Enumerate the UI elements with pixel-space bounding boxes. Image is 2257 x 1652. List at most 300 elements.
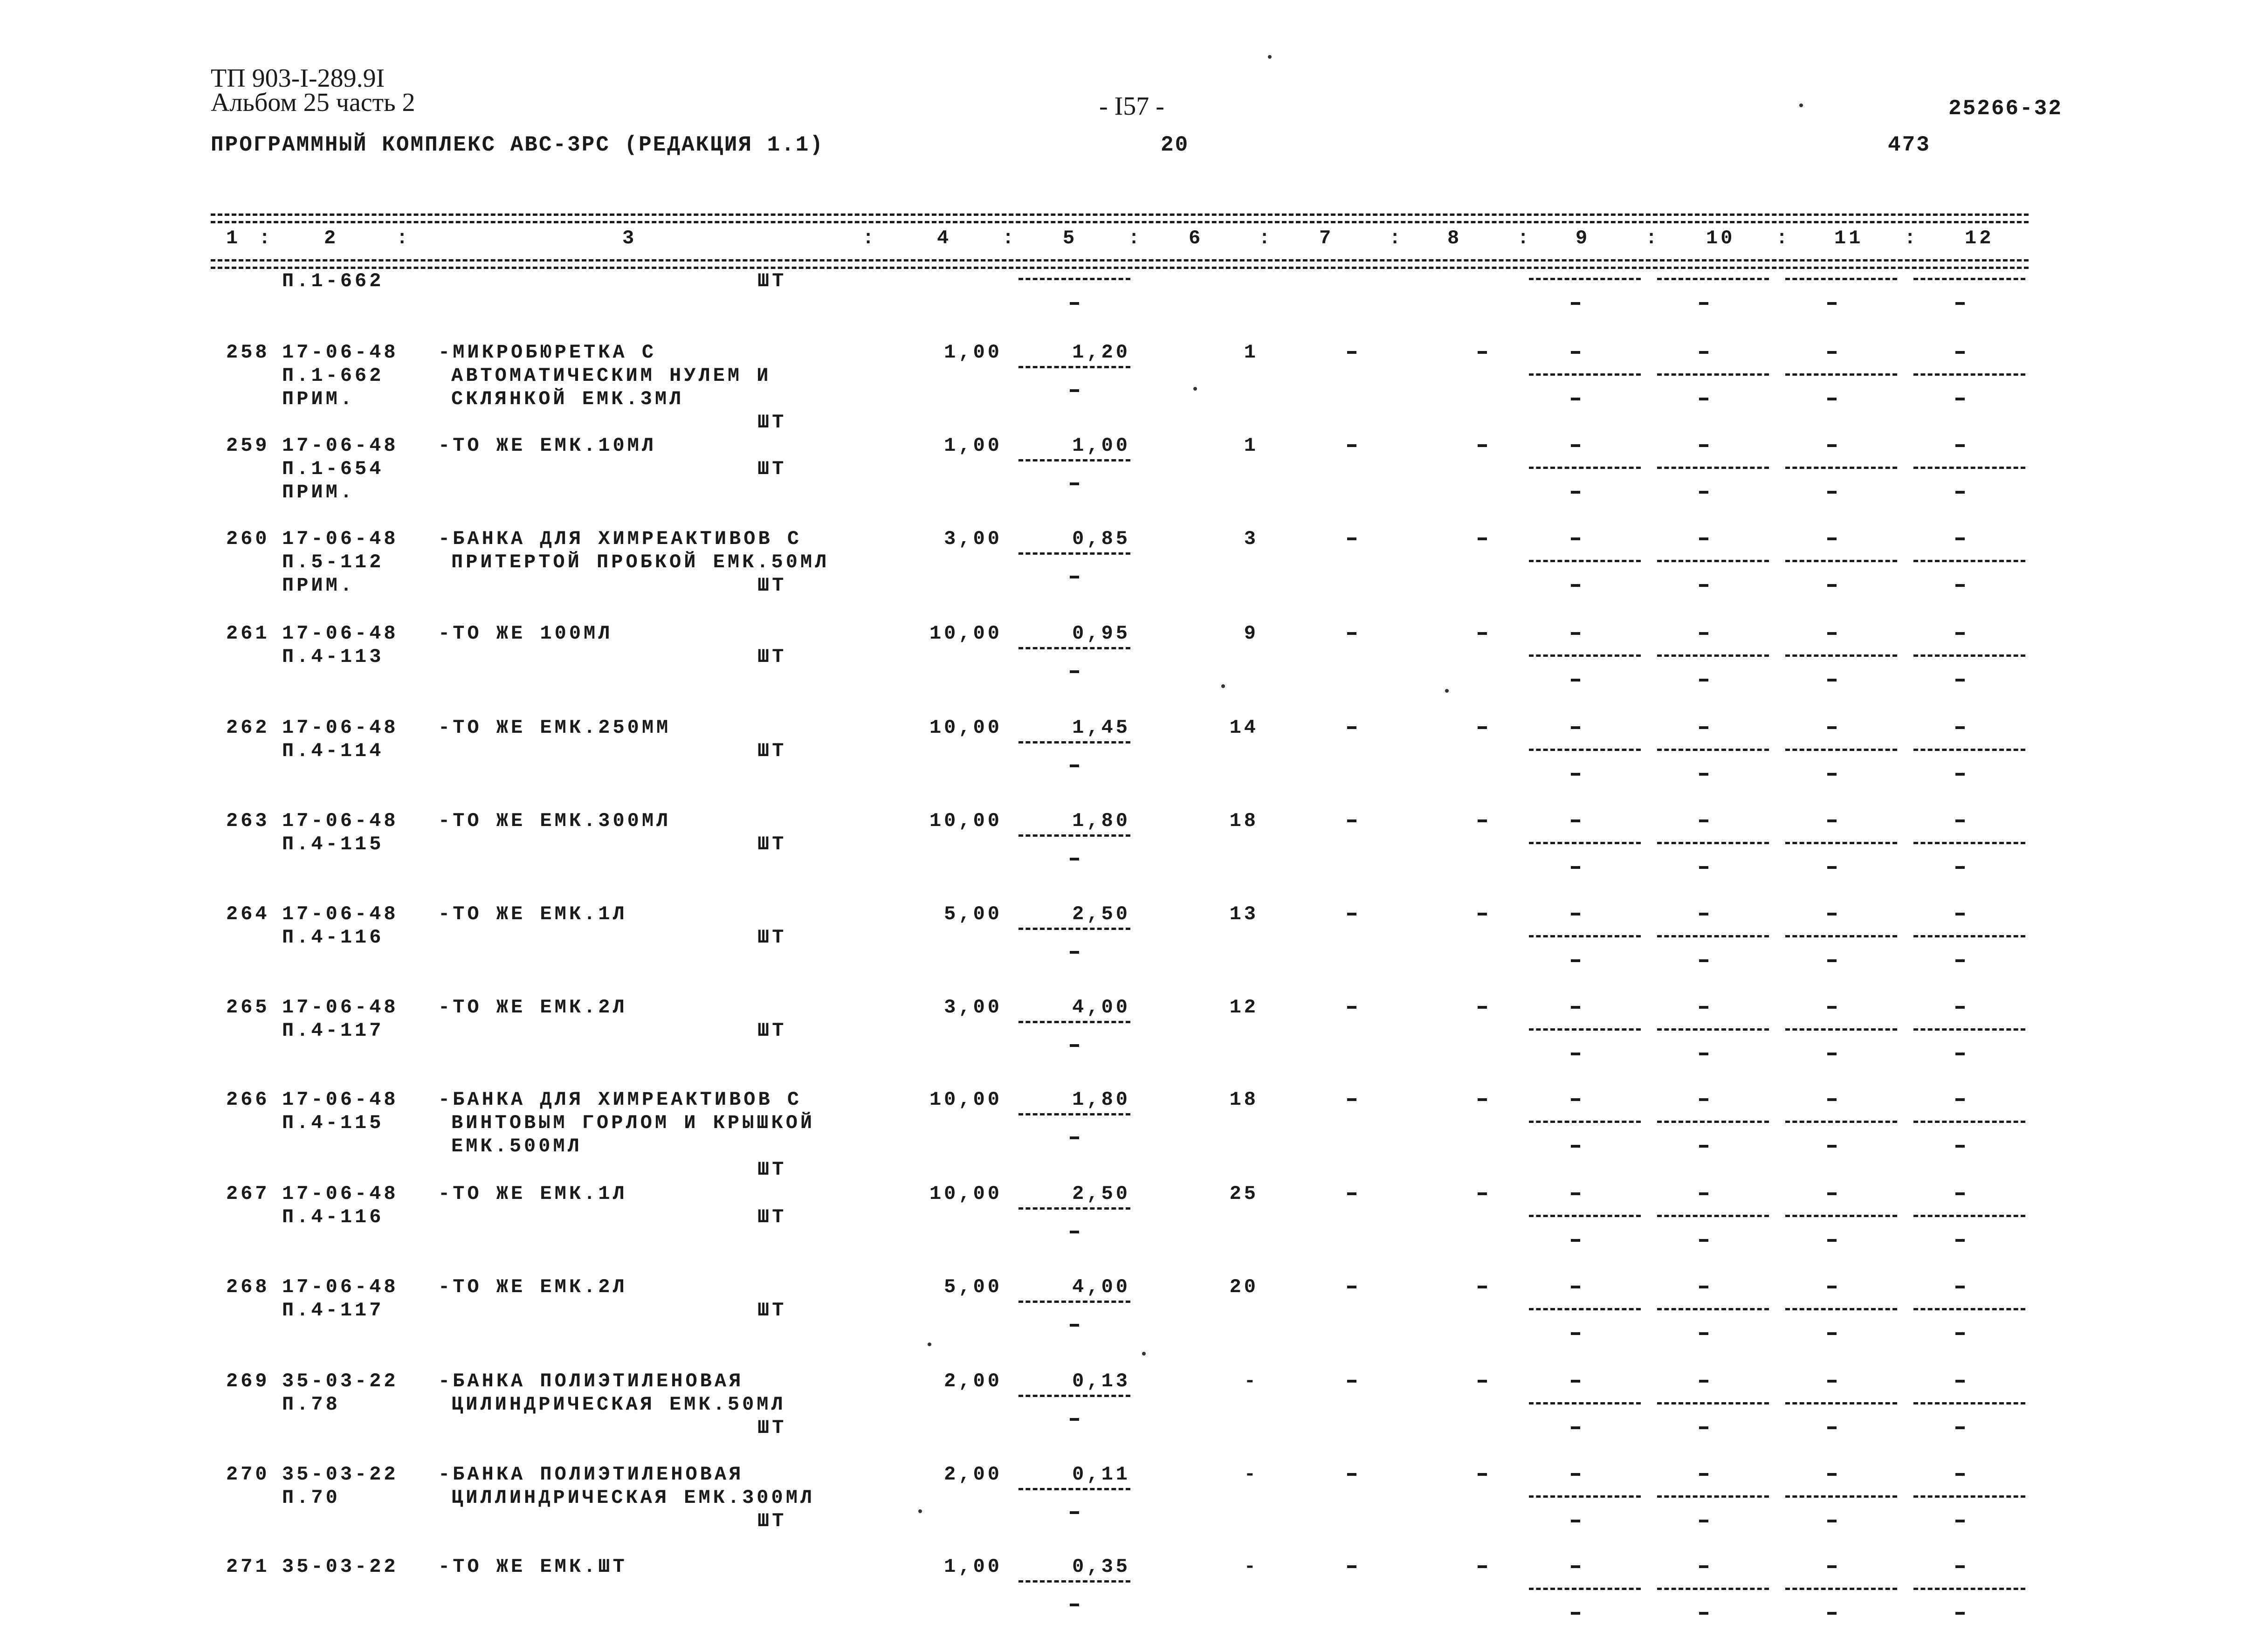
- row-description: ЦИЛИНДРИЧЕСКАЯ ЕМК.50МЛ: [451, 1393, 786, 1416]
- row-price-tick: [1070, 1511, 1079, 1514]
- row-split-rule-12: [1913, 467, 2025, 469]
- row-split-top-12: [1955, 1098, 1965, 1101]
- row-split-bottom-9: [1571, 1332, 1580, 1335]
- row-split-rule-11: [1785, 1495, 1897, 1498]
- row-price-tick: [1070, 764, 1079, 767]
- row-split-top-11: [1827, 1192, 1837, 1195]
- carry-over-bottom-12: [1955, 302, 1965, 305]
- row-description: -БАНКА ПОЛИЭТИЛЕНОВАЯ: [438, 1370, 744, 1392]
- row-reference: П.4-115: [282, 1112, 384, 1134]
- row-split-top-11: [1827, 537, 1837, 540]
- row-split-top-9: [1571, 819, 1580, 822]
- row-split-rule-10: [1657, 1588, 1769, 1590]
- row-description: -БАНКА ПОЛИЭТИЛЕНОВАЯ: [438, 1463, 744, 1486]
- row-split-bottom-10: [1699, 1520, 1708, 1522]
- column-header-3: 3: [622, 227, 637, 249]
- row-split-rule-9: [1529, 749, 1641, 751]
- row-code: 17-06-48: [282, 434, 399, 457]
- row-code: 17-06-48: [282, 1088, 399, 1111]
- row-description: -ТО ЖЕ ЕМК.ШТ: [438, 1556, 627, 1578]
- row-number: 259: [226, 434, 270, 457]
- row-reference: П.70: [282, 1487, 340, 1509]
- row-split-rule-12: [1913, 373, 2025, 376]
- row-description: -ТО ЖЕ ЕМК.1Л: [438, 1183, 627, 1205]
- row-split-bottom-11: [1827, 584, 1837, 587]
- row-reference: П.4-116: [282, 1206, 384, 1228]
- row-col8-dash: [1478, 537, 1487, 540]
- column-header-1: 1: [226, 227, 241, 249]
- row-split-bottom-12: [1955, 1332, 1965, 1335]
- row-description: -ТО ЖЕ ЕМК.2Л: [438, 1276, 627, 1298]
- row-price-rule: [1018, 647, 1130, 649]
- row-split-bottom-9: [1571, 679, 1580, 681]
- row-split-rule-11: [1785, 935, 1897, 937]
- row-price-tick: [1070, 1044, 1079, 1047]
- column-separator: :: [1517, 227, 1532, 249]
- row-split-bottom-10: [1699, 773, 1708, 776]
- row-col7-dash: [1347, 1192, 1356, 1195]
- row-split-top-9: [1571, 1006, 1580, 1009]
- row-description: ВИНТОВЫМ ГОРЛОМ И КРЫШКОЙ: [451, 1112, 815, 1134]
- carry-over-bottom-10: [1699, 302, 1708, 305]
- row-price-tick: [1070, 1231, 1079, 1233]
- row-price-rule: [1018, 1488, 1130, 1490]
- row-split-top-10: [1699, 1380, 1708, 1383]
- row-split-top-9: [1571, 1192, 1580, 1195]
- row-split-top-9: [1571, 1565, 1580, 1568]
- row-split-top-10: [1699, 1286, 1708, 1288]
- row-number: 261: [226, 622, 270, 645]
- row-split-bottom-12: [1955, 1426, 1965, 1429]
- row-split-bottom-11: [1827, 1239, 1837, 1242]
- column-separator: :: [1002, 227, 1017, 249]
- row-split-rule-10: [1657, 1121, 1769, 1123]
- row-split-bottom-12: [1955, 398, 1965, 400]
- column-separator: :: [1128, 227, 1143, 249]
- row-split-rule-12: [1913, 1028, 2025, 1031]
- row-number: 268: [226, 1276, 270, 1298]
- row-split-bottom-10: [1699, 1145, 1708, 1148]
- row-split-top-10: [1699, 1565, 1708, 1568]
- row-split-rule-11: [1785, 1588, 1897, 1590]
- column-header-2: 2: [324, 227, 339, 249]
- row-reference: ПРИМ.: [282, 388, 355, 410]
- row-split-top-11: [1827, 351, 1837, 354]
- row-number: 260: [226, 528, 270, 550]
- row-split-rule-11: [1785, 373, 1897, 376]
- row-col8-dash: [1478, 1473, 1487, 1476]
- row-price-rule: [1018, 1301, 1130, 1303]
- row-split-bottom-9: [1571, 959, 1580, 962]
- row-split-top-11: [1827, 444, 1837, 447]
- row-unit: ШТ: [757, 411, 787, 434]
- row-split-rule-11: [1785, 1215, 1897, 1217]
- row-split-bottom-12: [1955, 1520, 1965, 1522]
- row-split-bottom-12: [1955, 679, 1965, 681]
- row-number: 267: [226, 1183, 270, 1205]
- carry-over-bottom-11: [1827, 302, 1837, 305]
- row-split-rule-10: [1657, 1028, 1769, 1031]
- row-split-top-11: [1827, 819, 1837, 822]
- carry-over-rule-10: [1657, 278, 1769, 280]
- row-price-rule: [1018, 1021, 1130, 1023]
- row-split-rule-12: [1913, 749, 2025, 751]
- row-col8-dash: [1478, 913, 1487, 915]
- program-title: ПРОГРАММНЫЙ КОМПЛЕКС АВС-3РС (РЕДАКЦИЯ 1.1): [211, 133, 824, 157]
- row-split-bottom-9: [1571, 1520, 1580, 1522]
- row-split-top-10: [1699, 913, 1708, 915]
- row-split-rule-11: [1785, 654, 1897, 657]
- row-col7-dash: [1347, 1565, 1356, 1568]
- row-split-bottom-10: [1699, 1612, 1708, 1615]
- row-split-top-11: [1827, 1286, 1837, 1288]
- row-split-top-11: [1827, 1473, 1837, 1476]
- row-reference: ПРИМ.: [282, 481, 355, 503]
- row-col7-dash: [1347, 1380, 1356, 1383]
- row-description: АВТОМАТИЧЕСКИМ НУЛЕМ И: [451, 365, 771, 387]
- column-separator: :: [1904, 227, 1919, 249]
- row-description: -МИКРОБЮРЕТКА С: [438, 341, 657, 364]
- row-price-tick: [1070, 1136, 1079, 1139]
- row-description: -ТО ЖЕ ЕМК.1Л: [438, 903, 627, 925]
- row-unit: ШТ: [757, 458, 787, 480]
- row-price-rule: [1018, 1207, 1130, 1210]
- row-code: 35-03-22: [282, 1556, 399, 1578]
- row-description: ЕМК.500МЛ: [451, 1135, 582, 1157]
- row-split-rule-9: [1529, 654, 1641, 657]
- row-split-rule-11: [1785, 560, 1897, 562]
- row-number: 264: [226, 903, 270, 925]
- column-header-5: 5: [1063, 227, 1078, 249]
- row-col7-dash: [1347, 537, 1356, 540]
- row-code: 35-03-22: [282, 1463, 399, 1486]
- row-price-tick: [1070, 670, 1079, 673]
- row-split-bottom-11: [1827, 773, 1837, 776]
- row-col8-dash: [1478, 444, 1487, 447]
- row-split-rule-12: [1913, 1402, 2025, 1404]
- row-reference: П.1-662: [282, 365, 384, 387]
- row-unit: ШТ: [757, 1299, 787, 1322]
- row-split-bottom-9: [1571, 1053, 1580, 1055]
- row-split-rule-10: [1657, 654, 1769, 657]
- row-split-bottom-12: [1955, 1053, 1965, 1055]
- row-split-rule-9: [1529, 1308, 1641, 1310]
- album-label: Альбом 25 часть 2: [211, 88, 415, 117]
- column-separator: :: [1645, 227, 1660, 249]
- row-number: 269: [226, 1370, 270, 1392]
- row-reference: П.5-112: [282, 551, 384, 573]
- row-split-rule-10: [1657, 560, 1769, 562]
- row-reference: П.4-117: [282, 1019, 384, 1042]
- row-split-top-10: [1699, 632, 1708, 635]
- row-split-bottom-10: [1699, 1332, 1708, 1335]
- row-split-top-12: [1955, 913, 1965, 915]
- row-split-rule-11: [1785, 842, 1897, 844]
- row-split-rule-9: [1529, 560, 1641, 562]
- row-split-top-10: [1699, 444, 1708, 447]
- row-split-top-12: [1955, 537, 1965, 540]
- row-split-rule-10: [1657, 842, 1769, 844]
- row-split-bottom-9: [1571, 1239, 1580, 1242]
- row-split-bottom-10: [1699, 1426, 1708, 1429]
- row-description: -ТО ЖЕ ЕМК.2Л: [438, 996, 627, 1019]
- row-col7-dash: [1347, 444, 1356, 447]
- carry-over-unit: ШТ: [757, 270, 787, 292]
- row-split-top-11: [1827, 1565, 1837, 1568]
- row-reference: П.78: [282, 1393, 340, 1416]
- row-split-rule-9: [1529, 935, 1641, 937]
- row-col8-dash: [1478, 1565, 1487, 1568]
- row-split-rule-11: [1785, 1028, 1897, 1031]
- row-split-bottom-11: [1827, 1612, 1837, 1615]
- row-split-top-12: [1955, 1192, 1965, 1195]
- row-col7-dash: [1347, 1473, 1356, 1476]
- row-split-top-9: [1571, 1098, 1580, 1101]
- column-header-4: 4: [937, 227, 952, 249]
- table-header-rule: [211, 259, 2029, 262]
- row-col7-dash: [1347, 819, 1356, 822]
- row-split-rule-9: [1529, 373, 1641, 376]
- row-split-top-12: [1955, 1380, 1965, 1383]
- row-split-top-9: [1571, 632, 1580, 635]
- row-split-rule-12: [1913, 1588, 2025, 1590]
- row-split-rule-12: [1913, 842, 2025, 844]
- column-header-10: 10: [1706, 227, 1735, 249]
- row-col8-dash: [1478, 351, 1487, 354]
- row-split-rule-10: [1657, 935, 1769, 937]
- row-number: 270: [226, 1463, 270, 1486]
- row-split-top-11: [1827, 1098, 1837, 1101]
- row-split-top-9: [1571, 1286, 1580, 1288]
- row-col8-dash: [1478, 1098, 1487, 1101]
- page-number: - I57 -: [1099, 92, 1164, 121]
- column-separator: :: [1389, 227, 1404, 249]
- row-unit: ШТ: [757, 833, 787, 855]
- row-description: -БАНКА ДЛЯ ХИМРЕАКТИВОВ С: [438, 528, 802, 550]
- row-col8-dash: [1478, 1006, 1487, 1009]
- row-price-tick: [1070, 482, 1079, 485]
- row-reference: П.1-654: [282, 458, 384, 480]
- row-split-top-10: [1699, 1098, 1708, 1101]
- row-split-bottom-12: [1955, 773, 1965, 776]
- row-split-bottom-10: [1699, 679, 1708, 681]
- row-code: 17-06-48: [282, 996, 399, 1019]
- row-price-tick: [1070, 389, 1079, 392]
- column-header-8: 8: [1447, 227, 1462, 249]
- row-split-top-11: [1827, 632, 1837, 635]
- row-split-top-9: [1571, 726, 1580, 729]
- scan-speck: [1268, 55, 1272, 59]
- row-split-rule-9: [1529, 1121, 1641, 1123]
- row-code: 17-06-48: [282, 341, 399, 364]
- sheet-total: 473: [1888, 133, 1931, 157]
- row-split-top-11: [1827, 726, 1837, 729]
- carry-over-ref: П.1-662: [282, 270, 384, 292]
- row-price-tick: [1070, 1604, 1079, 1606]
- row-price-tick: [1070, 1324, 1079, 1327]
- row-split-bottom-11: [1827, 1053, 1837, 1055]
- row-code: 17-06-48: [282, 1276, 399, 1298]
- row-split-rule-11: [1785, 467, 1897, 469]
- row-number: 262: [226, 716, 270, 739]
- row-code: 17-06-48: [282, 810, 399, 832]
- row-split-top-12: [1955, 819, 1965, 822]
- row-col7-dash: [1347, 1006, 1356, 1009]
- row-split-rule-10: [1657, 1308, 1769, 1310]
- row-split-rule-10: [1657, 1402, 1769, 1404]
- row-reference: П.4-113: [282, 646, 384, 668]
- row-price-rule: [1018, 741, 1130, 743]
- row-code: 17-06-48: [282, 903, 399, 925]
- row-unit: ШТ: [757, 1158, 787, 1181]
- row-unit: ШТ: [757, 926, 787, 949]
- row-description: ЦИЛЛИНДРИЧЕСКАЯ ЕМК.300МЛ: [451, 1487, 815, 1509]
- row-unit: ШТ: [757, 1206, 787, 1228]
- row-split-top-11: [1827, 1380, 1837, 1383]
- row-split-bottom-10: [1699, 491, 1708, 494]
- row-split-rule-12: [1913, 1308, 2025, 1310]
- row-split-top-10: [1699, 819, 1708, 822]
- row-reference: П.4-115: [282, 833, 384, 855]
- row-split-top-9: [1571, 1473, 1580, 1476]
- row-split-bottom-10: [1699, 1053, 1708, 1055]
- row-price-rule: [1018, 366, 1130, 368]
- column-header-9: 9: [1576, 227, 1590, 249]
- column-separator: :: [1259, 227, 1273, 249]
- row-split-bottom-10: [1699, 959, 1708, 962]
- column-separator: :: [396, 227, 411, 249]
- row-split-top-12: [1955, 1286, 1965, 1288]
- carry-over-bottom-9: [1571, 302, 1580, 305]
- row-price-rule: [1018, 834, 1130, 837]
- row-split-rule-9: [1529, 1495, 1641, 1498]
- row-price-tick: [1070, 576, 1079, 578]
- row-number: 263: [226, 810, 270, 832]
- row-split-rule-9: [1529, 842, 1641, 844]
- row-split-rule-12: [1913, 654, 2025, 657]
- row-split-top-12: [1955, 444, 1965, 447]
- row-price-rule: [1018, 459, 1130, 461]
- row-split-top-11: [1827, 1006, 1837, 1009]
- row-split-rule-10: [1657, 467, 1769, 469]
- row-col8-dash: [1478, 1286, 1487, 1288]
- table-header-rule-2: [211, 267, 2029, 269]
- row-split-rule-11: [1785, 749, 1897, 751]
- row-price-rule: [1018, 1395, 1130, 1397]
- table-top-rule-2: [211, 221, 2029, 223]
- archive-stamp: 25266-32: [1948, 96, 2063, 121]
- row-price-rule: [1018, 1580, 1130, 1583]
- row-split-rule-9: [1529, 1588, 1641, 1590]
- row-col8-dash: [1478, 1380, 1487, 1383]
- scan-speck: [1221, 684, 1225, 688]
- column-header-6: 6: [1189, 227, 1204, 249]
- carry-over-rule: [1018, 278, 1130, 280]
- row-split-bottom-11: [1827, 679, 1837, 681]
- row-split-bottom-9: [1571, 398, 1580, 400]
- row-split-bottom-9: [1571, 1426, 1580, 1429]
- row-split-top-10: [1699, 726, 1708, 729]
- row-split-bottom-9: [1571, 491, 1580, 494]
- row-split-bottom-12: [1955, 959, 1965, 962]
- row-split-bottom-11: [1827, 1426, 1837, 1429]
- row-split-rule-9: [1529, 1215, 1641, 1217]
- row-split-rule-10: [1657, 373, 1769, 376]
- row-description: -ТО ЖЕ ЕМК.10МЛ: [438, 434, 657, 457]
- row-split-rule-9: [1529, 1028, 1641, 1031]
- scan-speck: [1142, 1352, 1146, 1356]
- column-header-7: 7: [1319, 227, 1334, 249]
- scan-speck: [918, 1509, 922, 1513]
- row-unit: ШТ: [757, 1417, 787, 1439]
- row-split-rule-10: [1657, 1215, 1769, 1217]
- row-col8-dash: [1478, 632, 1487, 635]
- row-split-top-9: [1571, 444, 1580, 447]
- row-col7-dash: [1347, 632, 1356, 635]
- row-price-rule: [1018, 552, 1130, 555]
- scan-speck: [928, 1342, 931, 1346]
- row-number: 258: [226, 341, 270, 364]
- column-header-11: 11: [1834, 227, 1864, 249]
- row-col7-dash: [1347, 913, 1356, 915]
- row-split-top-12: [1955, 1565, 1965, 1568]
- row-split-bottom-9: [1571, 1612, 1580, 1615]
- row-split-top-12: [1955, 632, 1965, 635]
- row-code: 17-06-48: [282, 528, 399, 550]
- row-split-top-12: [1955, 1006, 1965, 1009]
- row-split-rule-12: [1913, 560, 2025, 562]
- row-unit: ШТ: [757, 646, 787, 668]
- row-number: 265: [226, 996, 270, 1019]
- row-split-bottom-12: [1955, 491, 1965, 494]
- column-separator: :: [259, 227, 274, 249]
- row-description: -БАНКА ДЛЯ ХИМРЕАКТИВОВ С: [438, 1088, 802, 1111]
- carry-over-tick: [1070, 302, 1079, 305]
- row-split-bottom-12: [1955, 584, 1965, 587]
- row-split-top-10: [1699, 537, 1708, 540]
- scan-speck: [1799, 103, 1803, 107]
- carry-over-rule-12: [1913, 278, 2025, 280]
- row-split-bottom-11: [1827, 491, 1837, 494]
- row-split-bottom-9: [1571, 773, 1580, 776]
- column-separator: :: [862, 227, 877, 249]
- row-reference: П.4-114: [282, 740, 384, 762]
- row-split-rule-9: [1529, 1402, 1641, 1404]
- row-split-top-12: [1955, 726, 1965, 729]
- row-split-top-9: [1571, 1380, 1580, 1383]
- row-split-top-10: [1699, 351, 1708, 354]
- row-split-top-10: [1699, 1473, 1708, 1476]
- sheet-number: 20: [1161, 133, 1190, 157]
- document-page: ТП 903-I-289.9I Альбом 25 часть 2 - I57 - 25266-32 ПРОГРАММНЫЙ КОМПЛЕКС АВС-3РС (РЕДАКЦИЯ 1.1) 20 473 1 2 3 4 5 6 7 8 9 10 11 12 : : : : : : : : : : : П.1-662 ШТ 258 17-06-48 П.1-662 ПРИМ. -МИКРОБЮРЕТКА С АВТОМАТИЧЕСКИМ НУЛЕМ И СКЛЯНКОЙ ЕМК.3МЛ ШТ 1,00 1,20 1 259 17-06-48 П.1-654 ПРИМ. -ТО ЖЕ ЕМК.10МЛ ШТ 1,00 1,00 1 260 17-06-48 П.5-112 ПРИМ. -БАНКА ДЛЯ ХИМРЕАКТИВОВ С ПРИТЕРТОЙ ПРОБКОЙ ЕМК.50МЛ ШТ 3,00 0,85 3 261 17-06-48 П.4-113 -ТО ЖЕ 100МЛ ШТ 10,00 0,95 9 262 17-06-48 П.4-114 -ТО ЖЕ ЕМК.250ММ ШТ 10,00 1,45 14 263 17-06-48 П.4-115 -ТО ЖЕ ЕМК.300МЛ ШТ 10,00 1,80 18 264 17-06-48 П.4-116 -ТО ЖЕ ЕМК.1Л ШТ 5,00 2,50 13 265 17-06-48 П.4-117 -ТО ЖЕ ЕМК.2Л ШТ 3,00 4,00 12 266 17-06-48 П.4-115 -БАНКА ДЛЯ ХИМРЕАКТИВОВ С ВИНТОВЫМ ГОРЛОМ И КРЫШКОЙ ЕМК.500МЛ ШТ 10,00 1,80 18 267 17-06-48 П.4-116 -ТО ЖЕ ЕМК.1Л ШТ 10,00 2,50 25 268 17-06-48 П.4-117 -ТО ЖЕ ЕМК.2Л ШТ 5,00 4,00 20 269 35-03-22 П.78 -БАНКА ПОЛИЭТИЛЕНОВАЯ ЦИЛИНДРИЧЕСКАЯ ЕМК.50МЛ ШТ 2,00 0,13 - 270 35-03-22 П.70 -БАНКА ПОЛИЭТИЛЕНОВАЯ ЦИЛЛИНДРИЧЕСКАЯ ЕМК.300МЛ ШТ 2,00 0,11 - 271 35-03-22 -ТО ЖЕ ЕМК.ШТ 1,00 0,35 -: [0, 0, 2257, 1652]
- row-split-rule-12: [1913, 1215, 2025, 1217]
- row-split-bottom-9: [1571, 1145, 1580, 1148]
- row-price-rule: [1018, 1113, 1130, 1115]
- row-split-rule-10: [1657, 749, 1769, 751]
- row-unit: ШТ: [757, 574, 787, 597]
- row-price-rule: [1018, 928, 1130, 930]
- document-code: ТП 903-I-289.9I: [211, 64, 385, 93]
- row-col8-dash: [1478, 1192, 1487, 1195]
- row-split-bottom-12: [1955, 1239, 1965, 1242]
- row-split-rule-12: [1913, 935, 2025, 937]
- row-split-rule-10: [1657, 1495, 1769, 1498]
- scan-speck: [1445, 689, 1449, 693]
- row-col7-dash: [1347, 1286, 1356, 1288]
- row-split-rule-12: [1913, 1121, 2025, 1123]
- column-separator: :: [1776, 227, 1791, 249]
- row-split-top-11: [1827, 913, 1837, 915]
